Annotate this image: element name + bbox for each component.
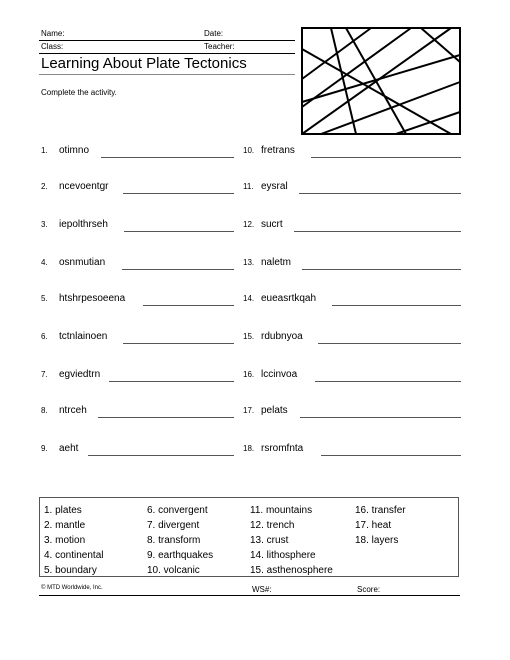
question-18 [243,444,463,458]
question-number: 14. [243,294,255,303]
question-15 [243,332,463,346]
question-number: 2. [41,182,48,191]
word-bank-item: 11. mountains [250,505,313,516]
page-title: Learning About Plate Tectonics [41,55,247,72]
word-bank-item: 17. heat [355,520,392,531]
answer-blank[interactable] [122,269,234,270]
name-date-line [39,40,295,41]
word-bank-item: 9. earthquakes [147,550,214,561]
scrambled-word: naletm [261,257,292,268]
word-bank-column-2 [147,503,213,578]
answer-blank[interactable] [315,381,461,382]
question-16 [243,370,463,384]
answer-blank[interactable] [123,193,234,194]
question-number: 5. [41,294,48,303]
question-7 [41,370,241,384]
question-13 [243,258,463,272]
answer-blank[interactable] [143,305,234,306]
question-2 [41,182,241,196]
answer-blank[interactable] [294,231,461,232]
question-14 [243,294,463,308]
answer-blank[interactable] [302,269,461,270]
title-underline [39,74,295,75]
scrambled-word: eysral [261,181,288,192]
copyright-notice: © MTD Worldwide, Inc. [41,585,103,591]
scrambled-word: eueasrtkqah [261,293,317,304]
word-bank-item: 10. volcanic [147,565,200,576]
question-number: 4. [41,258,48,267]
answer-blank[interactable] [318,343,461,344]
word-bank-column-4 [355,503,406,548]
question-11 [243,182,463,196]
question-number: 7. [41,370,48,379]
score-label: Score: [357,585,381,594]
word-bank-item: 16. transfer [355,505,406,516]
answer-blank[interactable] [88,455,234,456]
answer-blank[interactable] [101,157,234,158]
answer-blank[interactable] [321,455,461,456]
answer-blank[interactable] [123,343,234,344]
ws-label: WS#: [252,585,272,594]
question-number: 11. [243,182,254,191]
word-bank-item: 3. motion [44,535,86,546]
answer-blank[interactable] [311,157,461,158]
teacher-label: Teacher: [204,42,235,51]
word-bank-item: 8. transform [147,535,201,546]
question-1 [41,146,241,160]
question-number: 6. [41,332,48,341]
word-bank-column-1 [44,503,104,578]
scrambled-word: htshrpesoeena [59,293,126,304]
word-bank-item: 7. divergent [147,520,200,531]
word-bank-item: 2. mantle [44,520,86,531]
question-12 [243,220,463,234]
scrambled-word: tctnlainoen [59,331,108,342]
word-bank-item: 13. crust [250,535,289,546]
word-bank-item: 12. trench [250,520,295,531]
question-3 [41,220,241,234]
scrambled-word: rsromfnta [261,443,304,454]
word-bank-item: 5. boundary [44,565,97,576]
question-number: 16. [243,370,255,379]
scrambled-word: rdubnyoa [261,331,303,342]
name-label: Name: [41,29,65,38]
scrambled-word: osnmutian [59,257,106,268]
question-number: 17. [243,406,255,415]
word-bank-item: 15. asthenosphere [250,565,333,576]
question-number: 9. [41,444,48,453]
date-label: Date: [204,29,224,38]
question-number: 1. [41,146,48,155]
question-8 [41,406,241,420]
question-6 [41,332,241,346]
scrambled-word: sucrt [261,219,283,230]
question-10 [243,146,463,160]
decorative-lines-image [301,27,461,135]
answer-blank[interactable] [300,417,461,418]
question-number: 13. [243,258,255,267]
answer-blank[interactable] [124,231,234,232]
footer-line [39,595,460,596]
class-label: Class: [41,42,64,51]
instruction-text: Complete the activity. [41,88,117,97]
answer-blank[interactable] [332,305,461,306]
question-4 [41,258,241,272]
word-bank-item: 18. layers [355,535,399,546]
question-number: 3. [41,220,48,229]
scrambled-word: lccinvoa [261,369,298,380]
answer-blank[interactable] [98,417,234,418]
answer-blank[interactable] [299,193,461,194]
word-bank-item: 1. plates [44,505,82,516]
question-number: 15. [243,332,255,341]
scrambled-word: iepolthrseh [59,219,108,230]
question-5 [41,294,241,308]
word-bank-item: 6. convergent [147,505,208,516]
word-bank-column-3 [250,503,333,578]
question-number: 10. [243,146,255,155]
question-17 [243,406,463,420]
scrambled-word: ncevoentgr [59,181,109,192]
question-number: 18. [243,444,255,453]
word-bank [39,497,459,577]
word-bank-item: 4. continental [44,550,104,561]
scrambled-word: pelats [261,405,288,416]
question-9 [41,444,241,458]
scrambled-word: egviedtrn [59,369,101,380]
class-teacher-line [39,53,295,54]
word-bank-item: 14. lithosphere [250,550,316,561]
question-number: 8. [41,406,48,415]
scrambled-word: fretrans [261,145,295,156]
scrambled-word: aeht [59,443,79,454]
scrambled-word: ntrceh [59,405,87,416]
question-number: 12. [243,220,255,229]
scrambled-word: otimno [59,145,90,156]
answer-blank[interactable] [109,381,234,382]
